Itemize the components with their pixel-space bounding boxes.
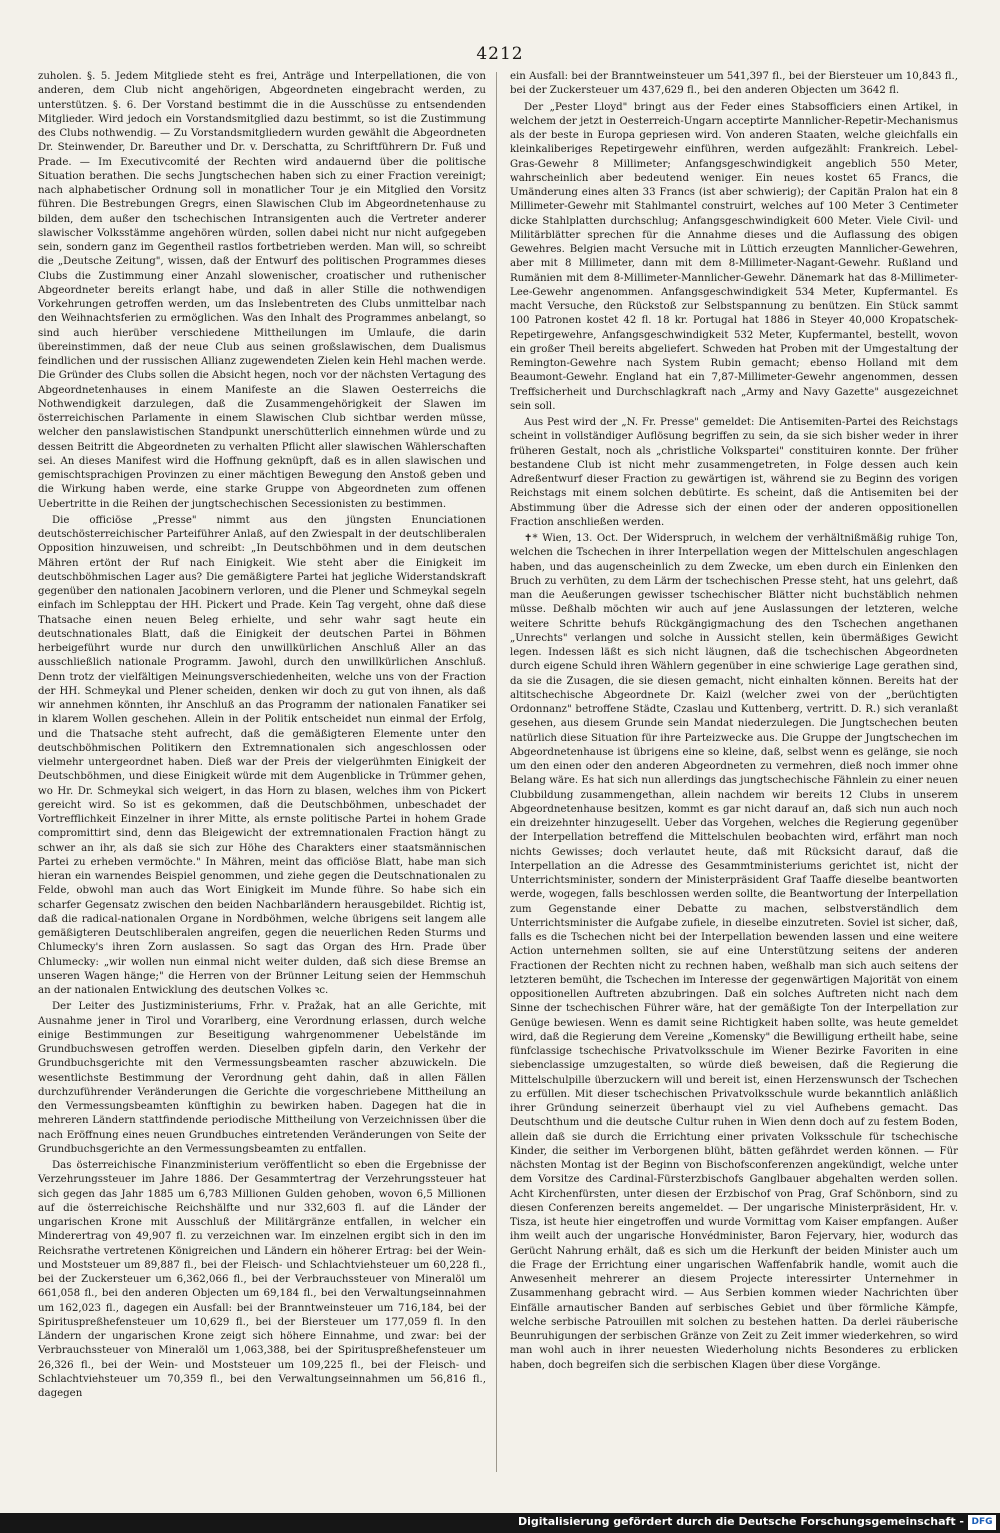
paragraph: Die officiöse „Presse" nimmt aus den jüngsten Enunciationen deutschösterreichischer Parteiführer Anlaß, auf den Zwiespalt in der deutschliberalen Opposition hinzuweisen, und schreibt: „In Deutschböhmen und in dem deutschen Mähren ertönt der Ruf nach Einigkeit. Wie steht aber die Einigkeit im deutschböhmischen Lager aus? Die gemäßigtere Partei hat jegliche Widerstandskraft gegenüber den nationalen Jacobinern verloren, und die Plener und Schmeykal segeln einfach im Schlepptau der HH. Pickert und Prade. Kein Tag vergeht, ohne daß diese Thatsache einen neuen Beleg erhielte, und sehr wahr sagt heute ein deutschnationales Blatt, daß die Einigkeit der deutschen Partei in Böhmen herbeigeführt wurde nur durch den unwillkürlichen Anschluß Aller an das ausschließlich nationale Programm. Jawohl, durch den unwillkürlichen Anschluß. Denn trotz der vielfältigen Meinungsverschiedenheiten, welche uns von der Fraction der HH. Schmeykal und Plener scheiden, denken wir doch zu gut von ihnen, als daß wir annehmen könnten, ihr Anschluß an das Programm der nationalen Fanatiker sei in klarem Wollen geschehen. Allein in der Politik entscheidet nun einmal der Erfolg, und die Thatsache steht aufrecht, daß die gemäßigteren Elemente unter den deutschböhmischen Politikern den Extremnationalen sich angeschlossen oder vielmehr untergeordnet haben. Dieß war der Preis der vielgerühmten Einigkeit der Deutschböhmen, und diese Einigkeit würde mit dem Augenblicke in Trümmer gehen, wo Hr. Dr. Schmeykal sich weigert, in das Horn zu blasen, welches ihm von Pickert gereicht wird. So ist es gekommen, daß die Deutschböhmen, unbeschadet der Vortrefflichkeit Einzelner in ihrer Mitte, als ernste politische Partei in hohem Grade compromittirt sind, denn das Bleigewicht der extremnationalen Fraction hängt zu schwer an ihr, als daß sie sich zur Höhe des Charakters einer staatsmännischen Partei zu erheben vermöchte." In Mähren, meint das officiöse Blatt, habe man sich hieran ein warnendes Beispiel genommen, und ziehe gegen die Deutschnationalen zu Felde, obwohl man auch das Wort Einigkeit im Munde führe. So habe sich ein scharfer Gegensatz zwischen den beiden Nachbarländern herausgebildet. Richtig ist, daß die radical-nationalen Organe in Nordböhmen, welche übrigens seit langem alle gemäßigteren Deutschliberalen angreifen, gegen die neuerlichen Reden Sturms und Chlumecky's ihren Zorn auslassen. So sagt das Organ des Hrn. Prade über Chlumecky: „wir wollen nun einmal nicht weiter dulden, daß sich diese Bremse an unseren Wagen hänge;" die Herren von der Brünner Leitung seien der Hemmschuh an der nationalen Entwicklung des deutschen Volkes ꝛc. bbox=[38, 514, 486, 996]
paragraph: Der Leiter des Justizministeriums, Frhr. v. Pražak, hat an alle Gerichte, mit Ausnahme jener in Tirol und Vorarlberg, eine Verordnung erlassen, durch welche einige Bestimmungen zur Beseitigung wahrgenommener Uebelstände im Grundbuchswesen getroffen werden. Dieselben gipfeln darin, den Verkehr der Grundbuchsgerichte mit den Vermessungsbeamten rascher abzuwickeln. Die wesentlichste Bestimmung der Verordnung geht dahin, daß in allen Fällen durchzuführender Veränderungen die Gerichte die vorgeschriebene Mittheilung an den Vermessungsbeamten künftighin zu bewirken haben. Dagegen hat die in mehreren Ländern stattfindende periodische Mittheilung von Verzeichnissen über die nach Eröffnung eines neuen Grundbuches eintretenden Veränderungen von Seite der Grundbuchsgerichte an den Vermessungsbeamten zu entfallen. bbox=[38, 1001, 486, 1155]
paragraph: Aus Pest wird der „N. Fr. Presse" gemeldet: Die Antisemiten-Partei des Reichstags scheint in vollständiger Auflösung begriffen zu sein, da sie sich bisher weder in ihrer früheren Gestalt, noch als „christliche Volkspartei" constituiren konnte. Der früher bestandene Club ist nicht mehr zusammengetreten, in Folge dessen auch kein Adreßentwurf dieser Fraction zu gewärtigen ist, während sie zu Beginn des vorigen Reichstags mit einem solchen debütirte. Es scheint, daß die Antisemiten bei der Abstimmung über die Adresse sich der einen oder der anderen oppositionellen Fraction anschließen werden. bbox=[510, 417, 958, 528]
paragraph: Der „Pester Lloyd" bringt aus der Feder eines Stabsofficiers einen Artikel, in welchem der jetzt in Oesterreich-Ungarn acceptirte Mannlicher-Repetir-Mechanismus als der beste in Europa gepriesen wird. Von anderen Staaten, welche gleichfalls ein kleinkaliberiges Repetirgewehr einführen, werden aufgezählt: Frankreich. Lebel-Gras-Gewehr 8 Millimeter; Anfangsgeschwindigkeit angeblich 550 Meter, wahrscheinlich aber bedeutend weniger. Ein neues kostet 65 Francs, die Umänderung eines alten 33 Francs (ist aber schwierig); der Capitän Pralon hat ein 8 Millimeter-Gewehr mit Stahlmantel construirt, welches auf 100 Meter 3 Centimeter dicke Stahlplatten durchschlug; Anfangsgeschwindigkeit 600 Meter. Viele Civil- und Militärblätter sprechen für die Annahme dieses und die Auflassung des obigen Gewehres. Belgien macht Versuche mit in Lüttich erzeugten Mannlicher-Gewehren, aber mit 8 Millimeter, dann mit dem 8-Millimeter-Nagant-Gewehr. Rußland und Rumänien mit dem 8-Millimeter-Mannlicher-Gewehr. Dänemark hat das 8-Millimeter-Lee-Gewehr angenommen. Anfangsgeschwindigkeit 534 Meter, Kupfermantel. Es macht Versuche, den Rückstoß zur Selbstspannung zu benützen. Ein Stück sammt 100 Patronen kostet 42 fl. 18 kr. Portugal hat 1886 in Steyer 40,000 Kropatschek-Repetirgewehre, Anfangsgeschwindigkeit 532 Meter, Kupfermantel, bestellt, wovon ein großer Theil bereits abgeliefert. Schweden hat Proben mit der Umgestaltung der Remington-Gewehre nach System Rubin gemacht; ebenso Holland mit dem Beaumont-Gewehr. England hat ein 7,87-Millimeter-Gewehr angenommen, dessen Treffsicherheit und Durchschlagkraft nach „Army and Navy Gazette" ausgezeichnet sein soll. bbox=[510, 101, 958, 412]
left-column bbox=[38, 70, 486, 1510]
paragraph: ein Ausfall: bei der Branntweinsteuer um 541,397 fl., bei der Biersteuer um 10,843 fl., bei der Zuckersteuer um 437,629 fl., bei den anderen Objecten um 3642 fl. bbox=[510, 71, 958, 97]
paragraph: Das österreichische Finanzministerium veröffentlicht so eben die Ergebnisse der Verzehrungssteuer im Jahre 1886. Der Gesammtertrag der Verzehrungssteuer hat sich gegen das Jahr 1885 um 6,783 Millionen Gulden gehoben, wovon 6,5 Millionen auf die österreichische Reichshälfte und nur 332,603 fl. auf die Länder der ungarischen Krone mit Ausschluß der Militärgränze entfallen, in welcher ein Minderertrag von 49,907 fl. zu verzeichnen war. Im einzelnen ergibt sich in den im Reichsrathe vertretenen Königreichen und Ländern ein höherer Ertrag: bei der Wein- und Moststeuer um 89,887 fl., bei der Fleisch- und Schlachtviehsteuer um 60,228 fl., bei der Zuckersteuer um 6,362,066 fl., bei der Verbrauchssteuer von Mineralöl um 661,058 fl., bei den anderen Objecten um 69,184 fl., bei den Verwaltungseinnahmen um 162,023 fl., dagegen ein Ausfall: bei der Branntweinsteuer um 716,184, bei der Spirituspreßhefensteuer um 10,629 fl., bei der Biersteuer um 177,059 fl. In den Ländern der ungarischen Krone zeigt sich höhere Einnahme, und zwar: bei der Verbrauchssteuer von Mineralöl um 1,063,388, bei der Spirituspreßhefensteuer um 26,326 fl., bei der Wein- und Moststeuer um 109,225 fl., bei der Fleisch- und Schlachtviehsteuer um 70,359 fl., bei den Verwaltungseinnahmen um 56,816 fl., dagegen bbox=[38, 1160, 486, 1399]
dfg-logo: DFG bbox=[968, 1515, 996, 1530]
paragraph: zuholen. §. 5. Jedem Mitgliede steht es frei, Anträge und Interpellationen, die von anderen, dem Club nicht angehörigen, Abgeordneten eingebracht werden, zu unterstützen. §. 6. Der Vorstand bestimmt die in die Ausschüsse zu entsendenden Mitglieder. Wird jedoch ein Vorstandsmitglied dazu bestimmt, so ist die Zustimmung des Clubs nothwendig. — Zu Vorstandsmitgliedern wurden gewählt die Abgeordneten Dr. Steinwender, Dr. Bareuther und Dr. v. Derschatta, zu Schriftführern Dr. Fuß und Prade. — Im Executivcomité der Rechten wird andauernd über die politische Situation berathen. Die sechs Jungtschechen haben sich zu einer Fraction vereinigt; nach alphabetischer Ordnung soll in monatlicher Tour je ein Mitglied den Vorsitz führen. Die Bestrebungen Gregrs, einen Slawischen Club im Abgeordnetenhause zu bilden, dem außer den tschechischen Intransigenten auch die Vertreter anderer slawischer Volksstämme angehören würden, sollen dabei nicht nur nicht aufgegeben sein, sondern ganz im Gegentheil rastlos fortbetrieben werden. Man will, so schreibt die „Deutsche Zeitung", wissen, daß der Entwurf des politischen Programmes dieses Clubs die Zustimmung einer Anzahl slowenischer, croatischer und ruthenischer Abgeordneter bereits erlangt habe, und daß in aller Stille die nothwendigen Vorkehrungen getroffen werden, um das Inslebentreten des Clubs unmittelbar nach den Weihnachtsferien zu ermöglichen. Was den Inhalt des Programmes anbelangt, so sind auch hierüber verschiedene Mittheilungen im Umlaufe, die darin übereinstimmen, daß der neue Club aus seinen großslawischen, dem Dualismus feindlichen und der russischen Allianz zugewendeten Zielen kein Hehl machen werde. Die Gründer des Clubs sollen die Absicht hegen, noch vor der nächsten Vertagung des Abgeordnetenhauses in einem Manifeste an die Slawen Oesterreichs die Nothwendigkeit darzulegen, daß die Zusammengehörigkeit der Slawen im österreichischen Parlamente in einem Slawischen Club sichtbar werden müsse, welcher den panslawistischen Standpunkt unerschütterlich einnehmen würde und zu dessen Beitritt die Abgeordneten zu verhalten Pflicht aller slawischen Wählerschaften sei. An dieses Manifest wird die Hoffnung geknüpft, daß es in allen slawischen und gemischtsprachigen Provinzen zu einer mächtigen Bewegung den Anstoß geben und die Wirkung haben werde, eine starke Gruppe von Abgeordneten zum offenen Uebertritte in die Reihen der jungtschechischen Secessionisten zu bestimmen. bbox=[38, 71, 486, 510]
footer-text: Digitalisierung gefördert durch die Deutsche Forschungsgemeinschaft - bbox=[517, 1515, 964, 1528]
right-column bbox=[510, 70, 958, 1470]
page-number: 4212 bbox=[476, 44, 524, 64]
paragraph: ✝* Wien, 13. Oct. Der Widerspruch, in welchem der verhältnißmäßig ruhige Ton, welchen die Tschechen in ihrer Interpellation wegen der Mittelschulen angeschlagen haben, und das augenscheinlich zu dem Zwecke, um eben durch ein Einlenken den Bruch zu verhüten, zu dem Lärm der tschechischen Presse steht, hat uns gelehrt, daß man die Aeußerungen gewisser tschechischer Blätter nicht buchstäblich nehmen müsse. Deßhalb möchten wir auch auf jene Auslassungen der letzteren, welche weitere Schritte behufs Rückgängigmachung des den Tschechen angethanen „Unrechts" verlangen und solche in Aussicht stellen, kein übermäßiges Gewicht legen. Indessen läßt es sich nicht läugnen, daß die tschechischen Abgeordneten durch eigene Schuld ihren Wählern gegenüber in eine schwierige Lage gerathen sind, da sie die Zusagen, die sie diesen gemacht, nicht einhalten können. Bereits hat der altitschechische Abgeordnete Dr. Kaizl (welcher zwei von der „berüchtigten Ordonnanz" betroffene Städte, Czaslau und Kuttenberg, vertritt. D. R.) sich veranlaßt gesehen, aus diesem Grunde sein Mandat niederzulegen. Die Jungtschechen beuten natürlich diese Situation für ihre Parteizwecke aus. Die Gruppe der Jungtschechen im Abgeordnetenhause ist übrigens eine so kleine, daß, selbst wenn es gelänge, sie noch um den einen oder den anderen Abgeordneten zu vermehren, dieß noch immer ohne Belang wäre. Es hat sich nun allerdings das jungtschechische Fähnlein zu einer neuen Clubbildung zusammengethan, allein nachdem wir bereits 12 Clubs in unserem Abgeordnetenhause besitzen, kommt es gar nicht darauf an, daß sich nun auch noch ein dreizehnter hinzugesellt. Ueber das Vorgehen, welches die Regierung gegenüber der Interpellation betreffend die Mittelschulen beobachten wird, erfährt man noch nichts Gewisses; doch verlautet heute, daß mit Rücksicht darauf, daß die Interpellation an die Adresse des Gesammtministeriums gerichtet ist, nicht der Unterrichtsminister, sondern der Ministerpräsident Graf Taaffe dieselbe beantworten werde, wogegen, falls beschlossen werden sollte, die Beantwortung der Interpellation zum Gegenstande einer Debatte zu machen, selbstverständlich dem Unterrichtsminister die Aufgabe zufiele, in dieselbe einzutreten. Soviel ist sicher, daß, falls es die Tschechen nicht bei der Interpellation bewenden lassen und eine weitere Action unternehmen sollten, sie auf eine Unterstützung seitens der anderen Fractionen der Rechten nicht zu rechnen haben, weßhalb man sich auch seitens der letzteren bemüht, die Tschechen im Interesse der gegenwärtigen Majorität von einem oppositionellen Auftreten abzubringen. Daß ein solches Auftreten nicht nach dem Sinne der tschechischen Führer wäre, hat der gemäßigte Ton der Interpellation zur Genüge bewiesen. Wenn es damit seine Richtigkeit haben sollte, was heute gemeldet wird, daß die Regierung dem Vereine „Komensky" die Bewilligung ertheilt habe, seine fünfclassige tschechische Privatvolksschule im Wiener Bezirke Favoriten in eine siebenclassige umzugestalten, so würde dieß beweisen, daß die Regierung die Mittelschulpille überzuckern will und bereit ist, einen Herzenswunsch der Tschechen zu erfüllen. Mit dieser tschechischen Privatvolksschule wurde bekanntlich anläßlich ihrer Gründung seinerzeit überhaupt viel zu viel Aufhebens gemacht. Das Deutschthum und die deutsche Cultur ruhen in Wien denn doch auf zu festem Boden, allein daß sie durch die Errichtung einer privaten Volksschule für tschechische Kinder, die seither im Verborgenen blüht, bätten gefährdet werden können. — Für nächsten Montag ist der Beginn von Bischofsconferenzen angekündigt, welche unter dem Vorsitze des Cardinal-Fürsterzbischofs Ganglbauer abgehalten werden sollen. Acht Kirchenfürsten, unter diesen der Erzbischof von Prag, Graf Schönborn, sind zu diesen Conferenzen bereits angemeldet. — Der ungarische Ministerpräsident, Hr. v. Tisza, ist heute hier eingetroffen und wurde Vormittag vom Kaiser empfangen. Außer ihm weilt auch der ungarische Honvédminister, Baron Fejervary, hier, wodurch das Gerücht Nahrung erhält, daß es sich um die Herkunft der beiden Minister auch um die Frage der Errichtung einer ungarischen Waffenfabrik handle, womit auch die Anwesenheit mehrerer an diesem Projecte interessirter Unternehmer in Zusammenhang gebracht wird. — Aus Serbien kommen wieder Nachrichten über Einfälle arnautischer Banden auf serbisches Gebiet und über förmliche Kämpfe, welche serbische Patrouillen mit solchen zu bestehen hatten. Da derlei räuberische Beunruhigungen der serbischen Gränze von Zeit zu Zeit immer wiederkehren, so wird man wohl auch in ihrer neuesten Wiederholung nichts Besonderes zu erblicken haben, doch begreifen sich die serbischen Klagen über diese Vorgänge. bbox=[510, 533, 958, 1371]
column-divider bbox=[496, 72, 497, 1472]
digitization-footer bbox=[0, 1513, 1000, 1533]
